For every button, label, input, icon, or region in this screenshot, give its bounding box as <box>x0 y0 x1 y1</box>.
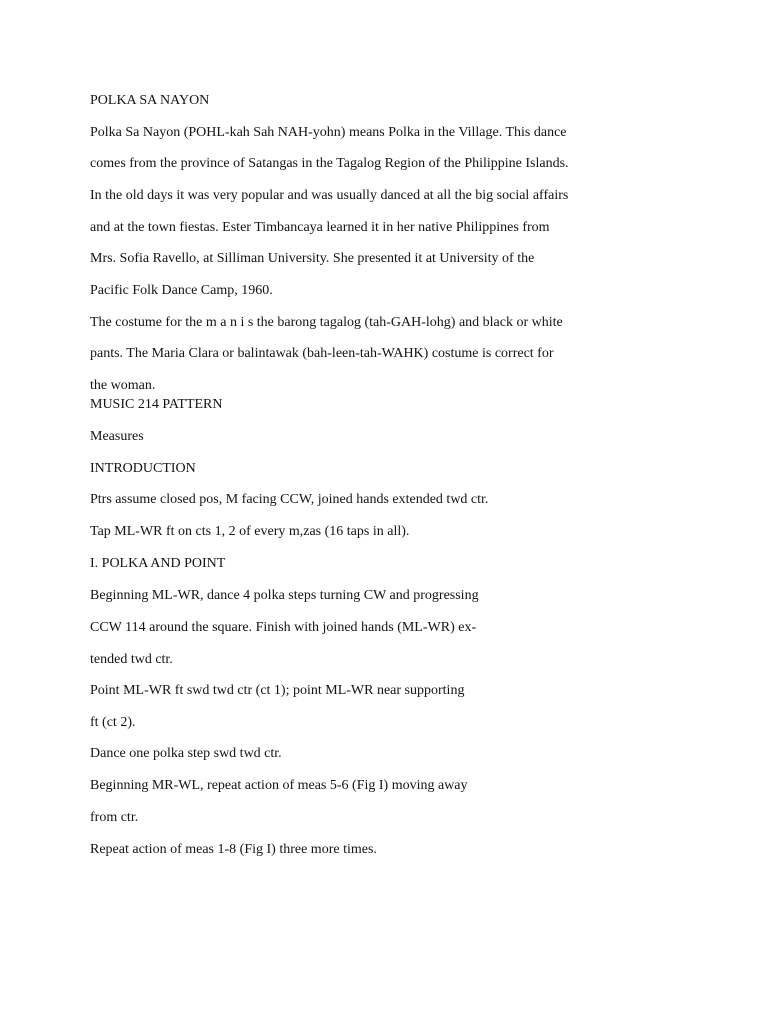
text-line: Repeat action of meas 1-8 (Fig I) three more times. <box>90 842 377 857</box>
text-line: and at the town fiestas. Ester Timbancaya learned it in her native Philippines from <box>90 220 550 235</box>
section-heading: MUSIC 214 PATTERN <box>90 397 223 412</box>
text-line: CCW 114 around the square. Finish with joined hands (ML-WR) ex- <box>90 620 477 635</box>
document-title: POLKA SA NAYON <box>90 93 210 108</box>
text-line: Beginning MR-WL, repeat action of meas 5-6 (Fig I) moving away <box>90 778 468 793</box>
text-line: Dance one polka step swd twd ctr. <box>90 746 282 761</box>
text-line: In the old days it was very popular and was usually danced at all the big social affairs <box>90 188 569 203</box>
text-line: Pacific Folk Dance Camp, 1960. <box>90 283 273 298</box>
text-line: The costume for the m a n i s the barong tagalog (tah-GAH-lohg) and black or white <box>90 315 563 330</box>
text-line: pants. The Maria Clara or balintawak (bah-leen-tah-WAHK) costume is correct for <box>90 346 554 361</box>
text-line: Mrs. Sofia Ravello, at Silliman University. She presented it at University of the <box>90 251 535 266</box>
text-line: Measures <box>90 429 144 444</box>
section-heading: I. POLKA AND POINT <box>90 556 226 571</box>
text-line: Ptrs assume closed pos, M facing CCW, joined hands extended twd ctr. <box>90 492 489 507</box>
text-line: comes from the province of Satangas in the Tagalog Region of the Philippine Islands. <box>90 156 569 171</box>
text-line: ft (ct 2). <box>90 715 136 730</box>
text-line: from ctr. <box>90 810 139 825</box>
section-heading: INTRODUCTION <box>90 461 196 476</box>
text-line: Polka Sa Nayon (POHL-kah Sah NAH-yohn) means Polka in the Village. This dance <box>90 125 567 140</box>
text-line: the woman. <box>90 378 156 393</box>
text-line: Beginning ML-WR, dance 4 polka steps turning CW and progressing <box>90 588 479 603</box>
text-line: tended twd ctr. <box>90 652 173 667</box>
text-line: Point ML-WR ft swd twd ctr (ct 1); point ML-WR near supporting <box>90 683 465 698</box>
text-line: Tap ML-WR ft on cts 1, 2 of every m,zas (16 taps in all). <box>90 524 410 539</box>
